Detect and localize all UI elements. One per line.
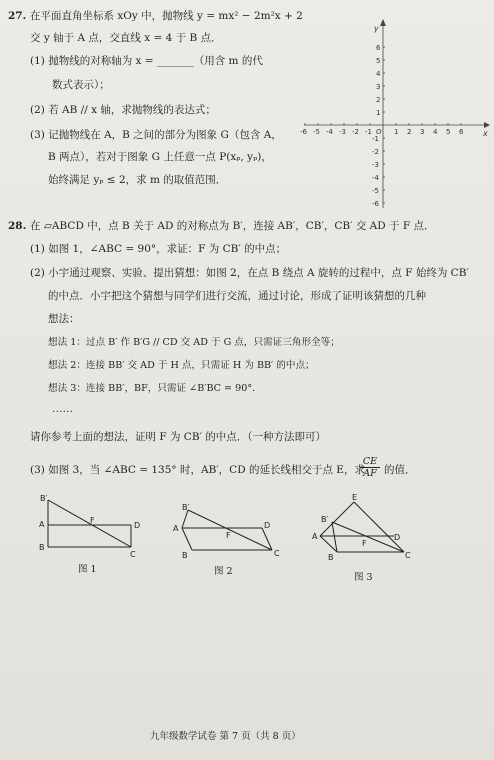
fig3-caption: 图 3 xyxy=(354,572,373,583)
fig1-label-d: D xyxy=(134,521,141,530)
origin-label: O xyxy=(376,128,382,136)
q28-part2a: (2) 小宇通过观察、实验、提出猜想：如图 2，在点 B 绕点 A 旋转的过程中，点 F 始终为 CB′ xyxy=(30,267,469,279)
x-tick-label: -6 xyxy=(300,128,307,136)
q28-part2c: 想法： xyxy=(48,313,80,325)
x-tick-label: 3 xyxy=(420,128,425,136)
fig2-label-a: A xyxy=(173,524,179,533)
fig1-label-b: B xyxy=(39,543,45,552)
y-tick-label: 5 xyxy=(376,57,381,65)
q28-part2b: 的中点．小宇把这个猜想与同学们进行交流，通过讨论，形成了证明该猜想的几种 xyxy=(48,290,426,302)
y-tick-label: -4 xyxy=(372,174,379,182)
x-tick-label: 6 xyxy=(459,128,464,136)
fraction-numerator: CE xyxy=(360,456,380,468)
fig1-label-c: C xyxy=(130,550,136,559)
fig1-caption: 图 1 xyxy=(78,564,97,575)
x-tick-label: 4 xyxy=(433,128,438,136)
y-tick-label: 2 xyxy=(376,96,381,104)
y-tick-label: 6 xyxy=(376,44,381,52)
y-tick-label: -6 xyxy=(372,200,379,208)
fraction-denominator: AF xyxy=(363,468,377,479)
page-footer: 九年级数学试卷 第 7 页（共 8 页） xyxy=(150,731,301,742)
q27-line2: 交 y 轴于 A 点，交直线 x = 4 于 B 点． xyxy=(30,32,222,44)
q28-line1: 在 ▱ABCD 中，点 B 关于 AD 的对称点为 B′，连接 AB′，CB′，CB′ 交 AD 于 F 点． xyxy=(30,220,435,232)
q28-ask: 请你参考上面的想法，证明 F 为 CB′ 的中点．（一种方法即可） xyxy=(30,431,327,443)
q28-number: 28. xyxy=(8,220,27,232)
q27-part3b: B 两点），若对于图象 G 上任意一点 P(xₚ, yₚ)， xyxy=(48,151,272,163)
q28-part3-tail: 的值． xyxy=(384,464,416,476)
q28-idea3: 想法 3：连接 BB′，BF，只需证 ∠B′BC = 90°． xyxy=(48,383,262,394)
fig1-label-a: A xyxy=(39,520,45,529)
q27-part2: (2) 若 AB // x 轴，求抛物线的表达式； xyxy=(30,104,216,116)
y-tick-label: -5 xyxy=(372,187,379,195)
fig3-label-b: B xyxy=(328,553,334,562)
x-tick-label: 5 xyxy=(446,128,451,136)
q28-ellipsis: …… xyxy=(52,403,73,415)
x-tick-label: -5 xyxy=(313,128,320,136)
q27-part3a: (3) 记抛物线在 A，B 之间的部分为图象 G（包含 A， xyxy=(30,129,282,141)
q27-number: 27. xyxy=(8,10,27,22)
q28-part1: (1) 如图 1，∠ABC = 90°，求证：F 为 CB′ 的中点； xyxy=(30,243,287,255)
fig2-label-b: B xyxy=(182,551,188,560)
x-tick-label: -1 xyxy=(365,128,372,136)
x-tick-label: 2 xyxy=(407,128,412,136)
q28-idea1: 想法 1：过点 B′ 作 B′G // CD 交 AD 于 G 点，只需证三角形全等； xyxy=(48,337,340,348)
fig3-label-b-prime: B′ xyxy=(321,515,329,524)
y-tick-label: 3 xyxy=(376,83,381,91)
q27-part1a: (1) 抛物线的对称轴为 x = _______（用含 m 的代 xyxy=(30,55,263,67)
q28-part3: (3) 如图 3，当 ∠ABC = 135° 时，AB′，CD 的延长线相交于点 E，求 xyxy=(30,464,365,476)
y-axis-label: y xyxy=(374,24,379,33)
fig3-label-e: E xyxy=(352,493,358,502)
y-tick-label: 1 xyxy=(376,109,381,117)
fig1-label-b-prime: B′ xyxy=(40,494,48,503)
x-tick-label: -3 xyxy=(339,128,346,136)
fig1-label-f: F xyxy=(90,516,95,525)
y-tick-label: 4 xyxy=(376,70,381,78)
y-tick-label: -3 xyxy=(372,161,379,169)
y-tick-label: -1 xyxy=(372,135,379,143)
fig3-label-d: D xyxy=(394,533,401,542)
coordinate-axes xyxy=(298,18,490,214)
q27-part1b: 数式表示）； xyxy=(52,79,110,91)
fig2-label-c: C xyxy=(274,549,280,558)
fig3-label-c: C xyxy=(405,551,411,560)
x-tick-label: -4 xyxy=(326,128,333,136)
fig2-caption: 图 2 xyxy=(214,566,233,577)
fig2-label-f: F xyxy=(226,531,231,540)
q27-part3c: 始终满足 yₚ ≤ 2，求 m 的取值范围． xyxy=(48,174,227,186)
fig3-label-f: F xyxy=(362,539,367,548)
q27-line1: 在平面直角坐标系 xOy 中，抛物线 y = mx² − 2m²x + 2 xyxy=(30,10,303,22)
figure-1 xyxy=(36,492,146,562)
fig2-label-b-prime: B′ xyxy=(182,503,190,512)
figure-3 xyxy=(312,492,418,570)
y-tick-label: -2 xyxy=(372,148,379,156)
x-axis-label: x xyxy=(483,129,488,138)
fig2-label-d: D xyxy=(264,521,271,530)
q28-fraction xyxy=(360,456,380,479)
fig3-label-a: A xyxy=(312,532,318,541)
x-tick-label: 1 xyxy=(394,128,399,136)
q28-idea2: 想法 2：连接 BB′ 交 AD 于 H 点，只需证 H 为 BB′ 的中点； xyxy=(48,360,315,371)
x-tick-label: -2 xyxy=(352,128,359,136)
figure-2 xyxy=(172,500,284,562)
